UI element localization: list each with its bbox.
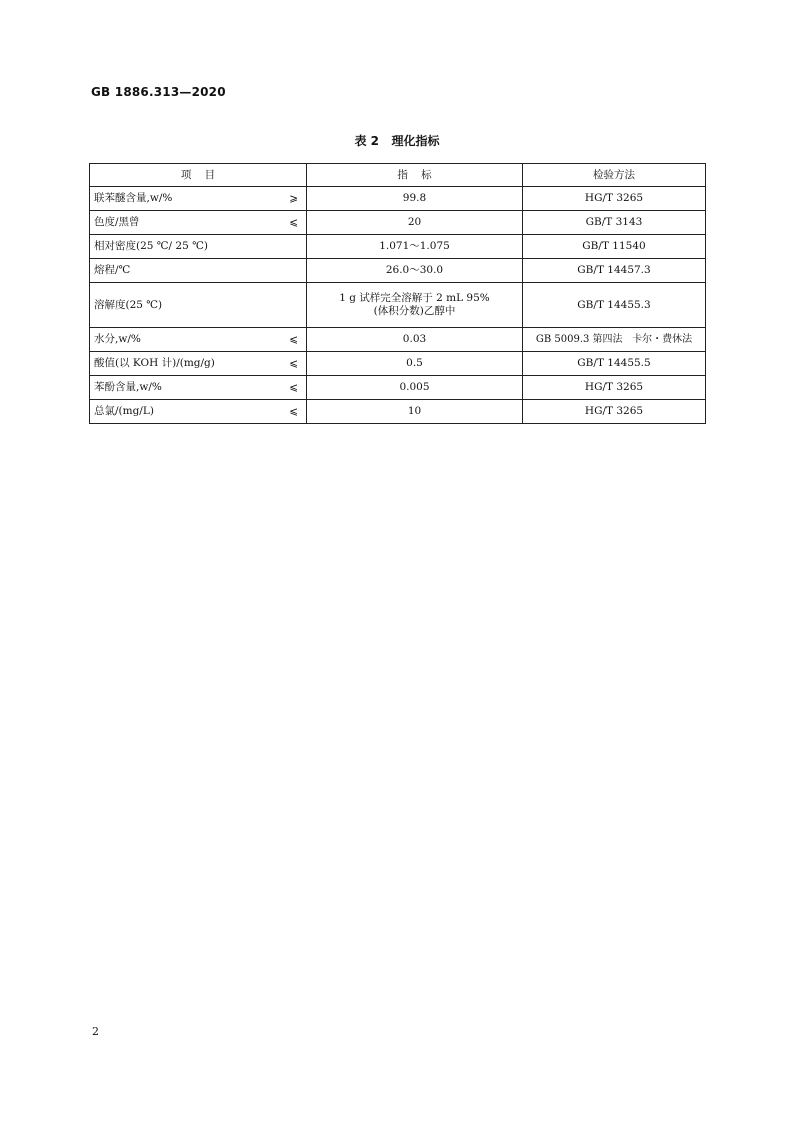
- table-row: [90, 400, 706, 424]
- item-label: 熔程/℃: [94, 264, 131, 276]
- table-row: [90, 328, 706, 352]
- row-method: HG/T 3265: [523, 400, 706, 424]
- row-method: GB/T 3143: [523, 211, 706, 235]
- table-row: [90, 187, 706, 211]
- row-item: [90, 352, 307, 376]
- item-label: 色度/黑曾: [94, 216, 140, 228]
- item-label: 苯酚含量,w/%: [94, 381, 162, 393]
- row-value: [307, 283, 523, 328]
- row-method: GB/T 14457.3: [523, 259, 706, 283]
- item-label: 水分,w/%: [94, 333, 141, 345]
- row-value: 0.005: [307, 376, 523, 400]
- comparison-operator: ⩾: [289, 192, 298, 204]
- row-method: HG/T 3265: [523, 187, 706, 211]
- row-item: [90, 376, 307, 400]
- table-row: [90, 376, 706, 400]
- value-line: (体积分数)乙醇中: [373, 305, 456, 317]
- row-item: [90, 187, 307, 211]
- row-value: 99.8: [307, 187, 523, 211]
- column-header-method: 检验方法: [523, 164, 706, 187]
- table-row: [90, 283, 706, 328]
- row-method: GB/T 11540: [523, 235, 706, 259]
- column-header-item: 项 目: [90, 164, 307, 187]
- row-method: GB 5009.3 第四法 卡尔・费休法: [523, 328, 706, 352]
- value-line: 1 g 试样完全溶解于 2 mL 95%: [339, 292, 490, 304]
- row-item: [90, 328, 307, 352]
- row-item: [90, 235, 307, 259]
- table-row: [90, 259, 706, 283]
- table-row: [90, 352, 706, 376]
- comparison-operator: ⩽: [289, 333, 298, 345]
- row-method: GB/T 14455.5: [523, 352, 706, 376]
- row-value: 0.5: [307, 352, 523, 376]
- item-label: 酸值(以 KOH 计)/(mg/g): [94, 357, 215, 369]
- table-header-row: [90, 164, 706, 187]
- table-row: [90, 235, 706, 259]
- comparison-operator: ⩽: [289, 357, 298, 369]
- table-row: [90, 211, 706, 235]
- row-value: 1.071～1.075: [307, 235, 523, 259]
- page-number: 2: [92, 1025, 99, 1038]
- row-item: [90, 400, 307, 424]
- comparison-operator: ⩽: [289, 381, 298, 393]
- item-label: 相对密度(25 ℃/ 25 ℃): [94, 240, 208, 252]
- column-header-value: 指 标: [307, 164, 523, 187]
- row-value: 20: [307, 211, 523, 235]
- item-label: 总氯/(mg/L): [94, 405, 154, 417]
- row-value: 10: [307, 400, 523, 424]
- row-item: [90, 259, 307, 283]
- comparison-operator: ⩽: [289, 405, 298, 417]
- row-method: HG/T 3265: [523, 376, 706, 400]
- row-item: [90, 211, 307, 235]
- table-title: 表 2 理化指标: [354, 134, 440, 148]
- comparison-operator: ⩽: [289, 216, 298, 228]
- standard-code: GB 1886.313—2020: [91, 85, 226, 99]
- row-method: GB/T 14455.3: [523, 283, 706, 328]
- item-label: 联苯醚含量,w/%: [94, 192, 173, 204]
- row-value: 0.03: [307, 328, 523, 352]
- specification-table: [89, 163, 706, 424]
- row-item: [90, 283, 307, 328]
- item-label: 溶解度(25 ℃): [94, 298, 163, 311]
- row-value: 26.0～30.0: [307, 259, 523, 283]
